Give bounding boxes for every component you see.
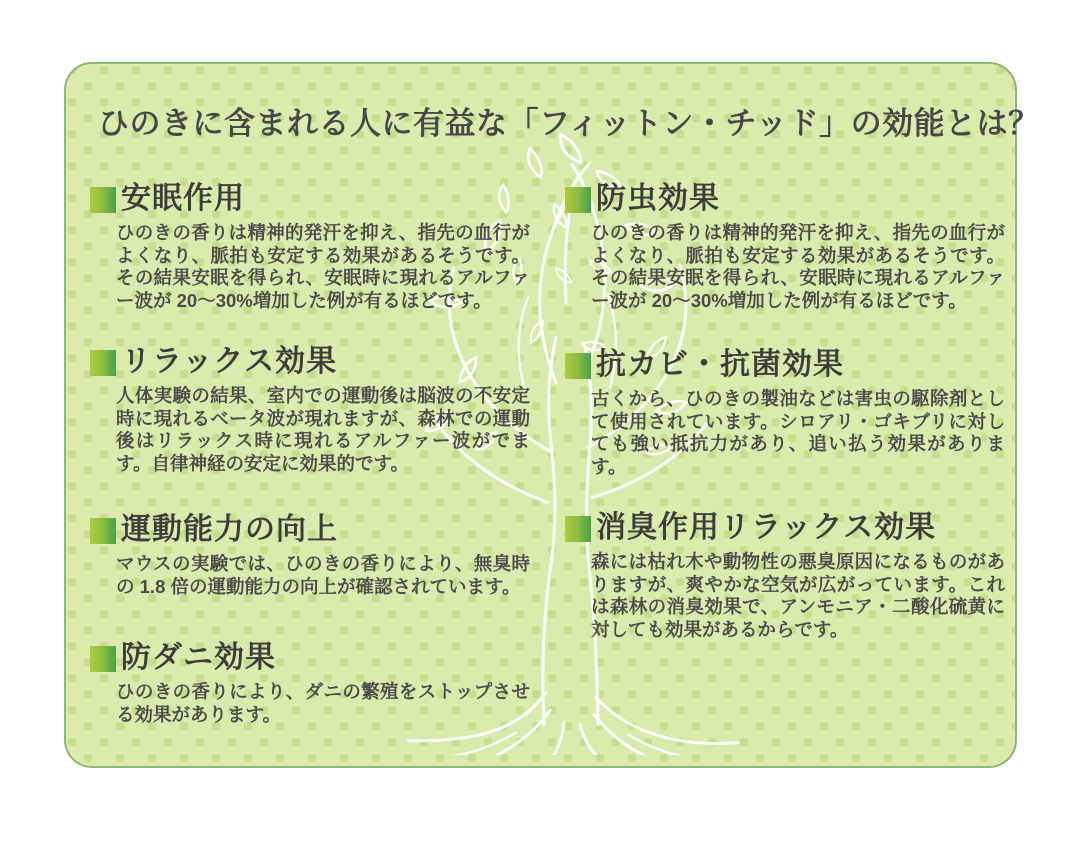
green-square-bullet-icon: [565, 353, 591, 379]
section-heading: 抗カビ・抗菌効果: [596, 348, 844, 381]
section-heading: 運動能力の向上: [121, 513, 338, 546]
section-body: 古くから、ひのきの製油などは害虫の駆除剤として使用されています。シロアリ・ゴキブリに対しても強い抵抗力があり、追い払う効果があります。: [591, 388, 1005, 477]
section-body: 森には枯れ木や動物性の悪臭原因になるものがありますが、爽やかな空気が広がっています。これは森林の消臭効果で、アンモニア・二酸化硫黄に対しても効果があるからです。: [591, 551, 1005, 640]
section-anti-mite-effect: [90, 641, 532, 726]
section-sleep-effect: [90, 182, 532, 312]
section-heading: 防虫効果: [596, 182, 720, 215]
green-square-bullet-icon: [90, 350, 116, 376]
section-body: マウスの実験では、ひのきの香りにより、無臭時の 1.8 倍の運動能力の向上が確認されています。: [116, 553, 530, 597]
section-athletic-improvement: [90, 513, 532, 598]
section-heading: 安眠作用: [121, 182, 245, 215]
green-square-bullet-icon: [90, 646, 116, 672]
section-heading: リラックス効果: [121, 345, 338, 378]
section-body: ひのきの香りは精神的発汗を抑え、指先の血行がよくなり、脈拍も安定する効果があるそうです。その結果安眠を得られ、安眠時に現れるアルファー波が 20〜30%増加した例が有るほどです。: [116, 222, 530, 311]
section-body: ひのきの香りにより、ダニの繁殖をストップさせる効果があります。: [116, 681, 530, 725]
section-deodorant-relax-effect: [565, 511, 1007, 641]
section-relax-effect: [90, 345, 532, 475]
green-square-bullet-icon: [565, 187, 591, 213]
green-square-bullet-icon: [90, 518, 116, 544]
section-body: 人体実験の結果、室内での運動後は脳波の不安定時に現れるベータ波が現れますが、森林での運動後はリラックス時に現れるアルファー波がでます。自律神経の安定に効果的です。: [116, 385, 530, 474]
green-square-bullet-icon: [565, 516, 591, 542]
infographic-card: [64, 62, 1040, 768]
section-heading: 消臭作用リラックス効果: [596, 511, 937, 544]
green-square-bullet-icon: [90, 187, 116, 213]
section-heading: 防ダニ効果: [121, 641, 276, 674]
page-title: ひのきに含まれる人に有益な「フィットン・チッド」の効能とは？: [98, 106, 1040, 141]
section-body: ひのきの香りは精神的発汗を抑え、指先の血行がよくなり、脈拍も安定する効果があるそうです。その結果安眠を得られ、安眠時に現れるアルファー波が 20〜30%増加した例が有るほどです。: [591, 222, 1005, 311]
section-insect-repellent-effect: [565, 182, 1007, 312]
section-anti-mold-antibacterial-effect: [565, 348, 1007, 478]
